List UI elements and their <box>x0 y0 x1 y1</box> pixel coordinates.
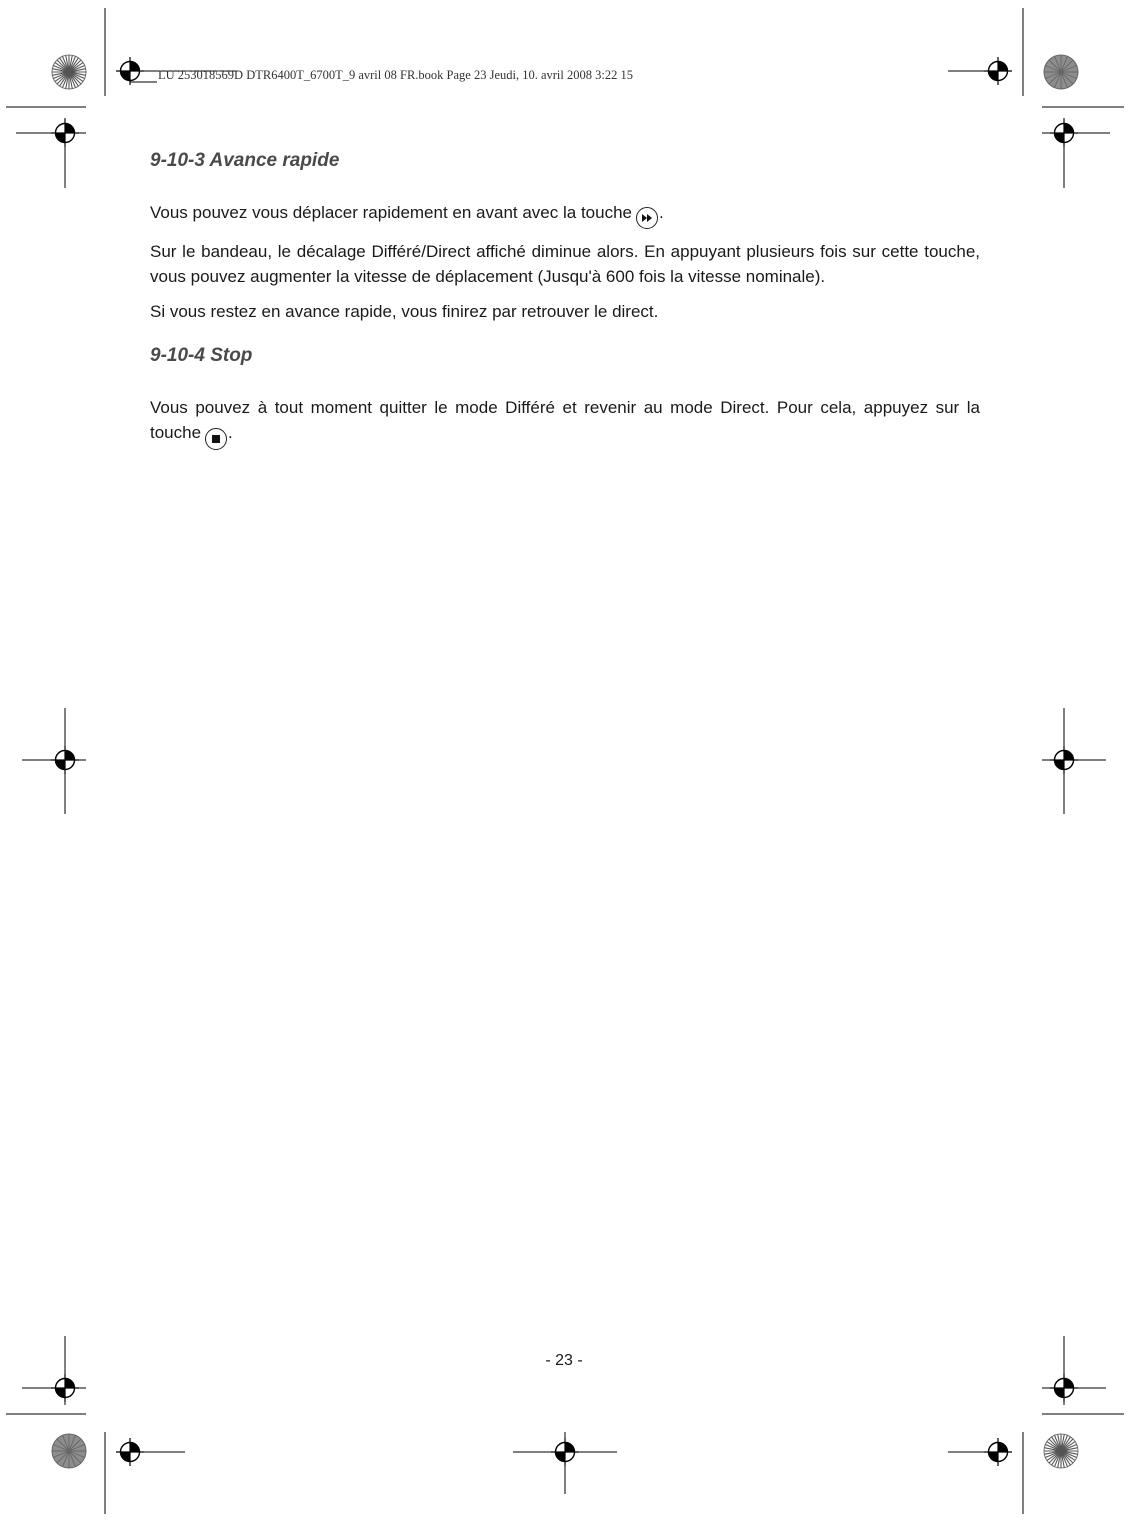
page-content <box>150 150 980 450</box>
stop-button-icon <box>205 428 227 450</box>
paragraph-bandeau: Sur le bandeau, le décalage Différé/Direct affiché diminue alors. En appuyant plusieurs fois sur cette touche, vous pouvez augmenter la vitesse de déplacement (Jusqu'à 600 fois la vitesse nominale). <box>150 242 980 286</box>
section-title-avance-rapide: 9-10-3 Avance rapide <box>150 150 340 171</box>
print-slug: LU 253018569D DTR6400T_6700T_9 avril 08 FR.book Page 23 Jeudi, 10. avril 2008 3:22 15 <box>158 68 633 82</box>
fast-forward-button-icon <box>636 207 658 229</box>
paragraph-text: . <box>659 203 664 222</box>
paragraph-text: Vous pouvez à tout moment quitter le mode Différé et revenir au mode Direct. Pour cela, appuyez sur la touche <box>150 398 980 442</box>
paragraph-text: Vous pouvez vous déplacer rapidement en avant avec la touche <box>150 203 632 222</box>
section-title-stop: 9-10-4 Stop <box>150 345 253 366</box>
paragraph-stop-key <box>150 395 980 450</box>
paragraph-retour-direct: Si vous restez en avance rapide, vous finirez par retrouver le direct. <box>150 302 659 321</box>
paragraph-text: . <box>228 423 233 442</box>
page-number: - 23 - <box>545 1352 583 1369</box>
paragraph-fast-forward-key <box>150 200 980 229</box>
